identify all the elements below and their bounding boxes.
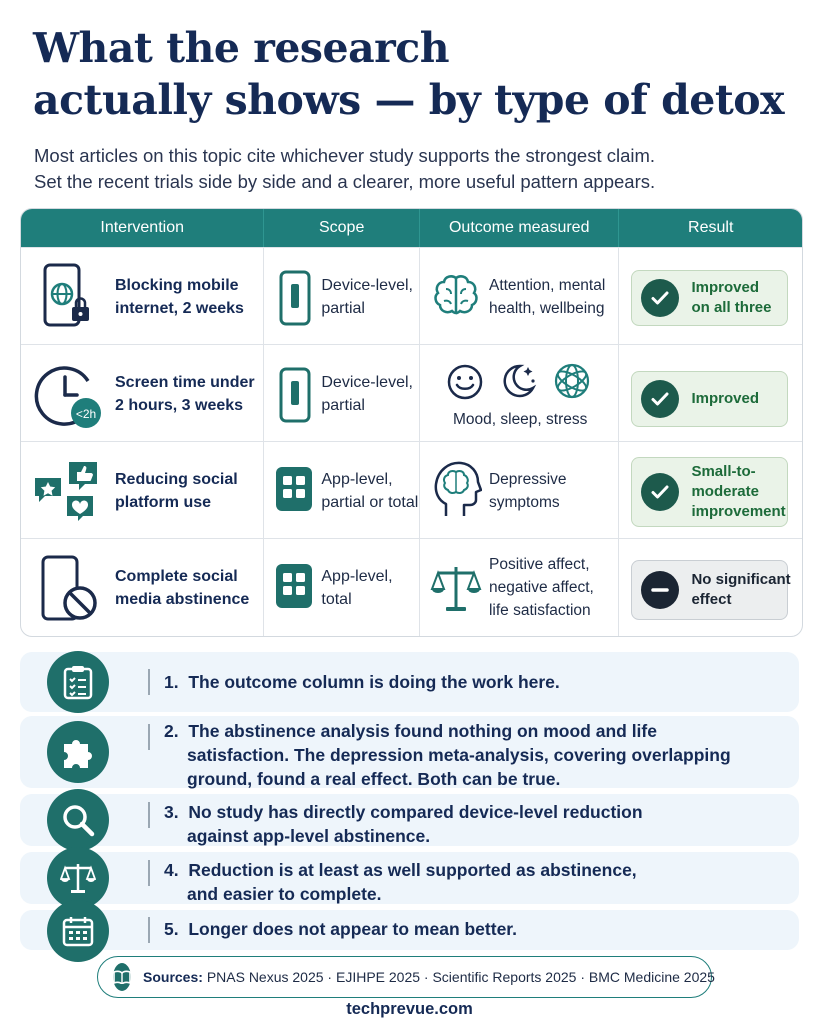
- result-cell: [619, 345, 802, 441]
- scope-cell: [264, 539, 420, 637]
- result-text: Small-to- moderate improvement: [691, 463, 786, 520]
- result-text: Improved: [691, 390, 759, 407]
- app-grid-icon: [275, 563, 313, 609]
- intervention-cell: [21, 345, 264, 441]
- book-icon: [113, 963, 131, 991]
- title-line-2: actually shows — by type of detox: [33, 76, 785, 124]
- check-circle-icon: [641, 380, 679, 418]
- table-row: [21, 344, 802, 441]
- scope-text: Device-level, partial: [321, 277, 413, 317]
- header-intervention: Intervention: [21, 209, 264, 247]
- intervention-text: Screen time under 2 hours, 3 weeks: [115, 374, 255, 414]
- check-circle-icon: [641, 279, 679, 317]
- calendar-icon: [47, 900, 109, 962]
- finding-item: [20, 652, 799, 712]
- finding-item: [20, 716, 799, 788]
- scope-cell: [264, 248, 420, 344]
- scope-cell: [264, 345, 420, 441]
- smiley-icon: [446, 363, 484, 401]
- result-text: No significant effect: [691, 571, 791, 608]
- finding-divider: [148, 724, 150, 750]
- intervention-cell: [21, 248, 264, 344]
- finding-text: 5. Longer does not appear to mean better.: [164, 919, 518, 939]
- finding-divider: [148, 669, 150, 695]
- footer-site: techprevue.com: [346, 1000, 473, 1018]
- finding-text: 3. No study has directly compared device-level reduction against app-level abstinence.: [164, 802, 643, 846]
- intervention-text: Complete social media abstinence: [115, 568, 250, 608]
- page-title: [33, 22, 803, 126]
- result-badge-improved: [631, 270, 788, 326]
- clipboard-icon: [47, 651, 109, 713]
- sources-bar: [97, 956, 715, 998]
- sources-list: PNAS Nexus 2025 · EJIHPE 2025 · Scientific Reports 2025 · BMC Medicine 2025: [206, 969, 715, 985]
- result-badge-small-improvement: [631, 457, 788, 527]
- swirl-icon: [552, 361, 592, 401]
- scales-icon: [430, 563, 482, 613]
- header-outcome: Outcome measured: [420, 209, 619, 247]
- subtitle-line-2: Set the recent trials side by side and a clearer, more useful pattern appears.: [34, 171, 656, 192]
- title-line-1: What the research: [33, 24, 450, 72]
- header-result: Result: [688, 219, 734, 236]
- head-brain-icon: [432, 458, 482, 520]
- table-row: [21, 441, 802, 538]
- puzzle-icon: [47, 721, 109, 783]
- outcome-text: Depressive symptoms: [488, 471, 567, 511]
- finding-divider: [148, 802, 150, 828]
- finding-divider: [148, 917, 150, 943]
- result-cell: [619, 442, 802, 538]
- moon-stars-icon: [498, 361, 538, 401]
- sources-label: Sources:: [143, 969, 203, 985]
- check-circle-icon: [641, 473, 679, 511]
- result-cell: [619, 539, 802, 637]
- scope-text: App-level, total: [321, 568, 393, 608]
- phone-globe-lock-icon: [41, 263, 93, 329]
- finding-text: 4. Reduction is at least as well supported as abstinence, and easier to complete.: [164, 860, 637, 904]
- table-header: [21, 209, 802, 247]
- social-bubbles-icon: [31, 458, 103, 524]
- clock-badge-label: <2h: [75, 407, 97, 421]
- finding-text: 1. The outcome column is doing the work here.: [164, 672, 560, 692]
- outcome-cell: [420, 345, 619, 441]
- outcome-cell: [420, 442, 619, 538]
- outcome-text: Positive affect, negative affect, life satisfaction: [488, 556, 594, 619]
- brain-icon: [432, 274, 480, 318]
- finding-item: [20, 794, 799, 846]
- intervention-cell: [21, 442, 264, 538]
- research-table: [20, 208, 803, 637]
- outcome-cell: [420, 539, 619, 637]
- table-row: [21, 247, 802, 344]
- finding-divider: [148, 860, 150, 886]
- minus-circle-icon: [641, 571, 679, 609]
- result-cell: [619, 248, 802, 344]
- result-badge-no-effect: [631, 560, 791, 620]
- outcome-text: Mood, sleep, stress: [452, 411, 588, 428]
- subtitle-line-1: Most articles on this topic cite whichever study supports the strongest claim.: [34, 145, 656, 166]
- scope-text: App-level, partial or total: [321, 471, 419, 511]
- magnifier-icon: [47, 789, 109, 851]
- page-subtitle: [34, 143, 804, 195]
- sources-text: [143, 969, 715, 985]
- scope-text: Device-level, partial: [321, 374, 413, 414]
- intervention-text: Blocking mobile internet, 2 weeks: [115, 277, 244, 317]
- phone-blocked-icon: [39, 555, 101, 625]
- finding-item: [20, 910, 799, 950]
- clock-icon: [33, 361, 103, 431]
- scope-cell: [264, 442, 420, 538]
- result-badge-improved: [631, 371, 788, 427]
- app-grid-icon: [275, 466, 313, 512]
- finding-item: [20, 852, 799, 904]
- intervention-text: Reducing social platform use: [115, 471, 238, 511]
- result-text: Improved on all three: [691, 279, 772, 316]
- header-scope: Scope: [264, 209, 420, 247]
- smartphone-icon: [279, 367, 311, 423]
- smartphone-icon: [279, 270, 311, 326]
- table-row: [21, 538, 802, 637]
- outcome-cell: [420, 248, 619, 344]
- finding-text: 2. The abstinence analysis found nothing on mood and life satisfaction. The depression meta-analysis, covering overlapping ground, found a real effect. Both can be true.: [164, 721, 731, 789]
- outcome-text: Attention, mental health, wellbeing: [488, 277, 606, 317]
- intervention-cell: [21, 539, 264, 637]
